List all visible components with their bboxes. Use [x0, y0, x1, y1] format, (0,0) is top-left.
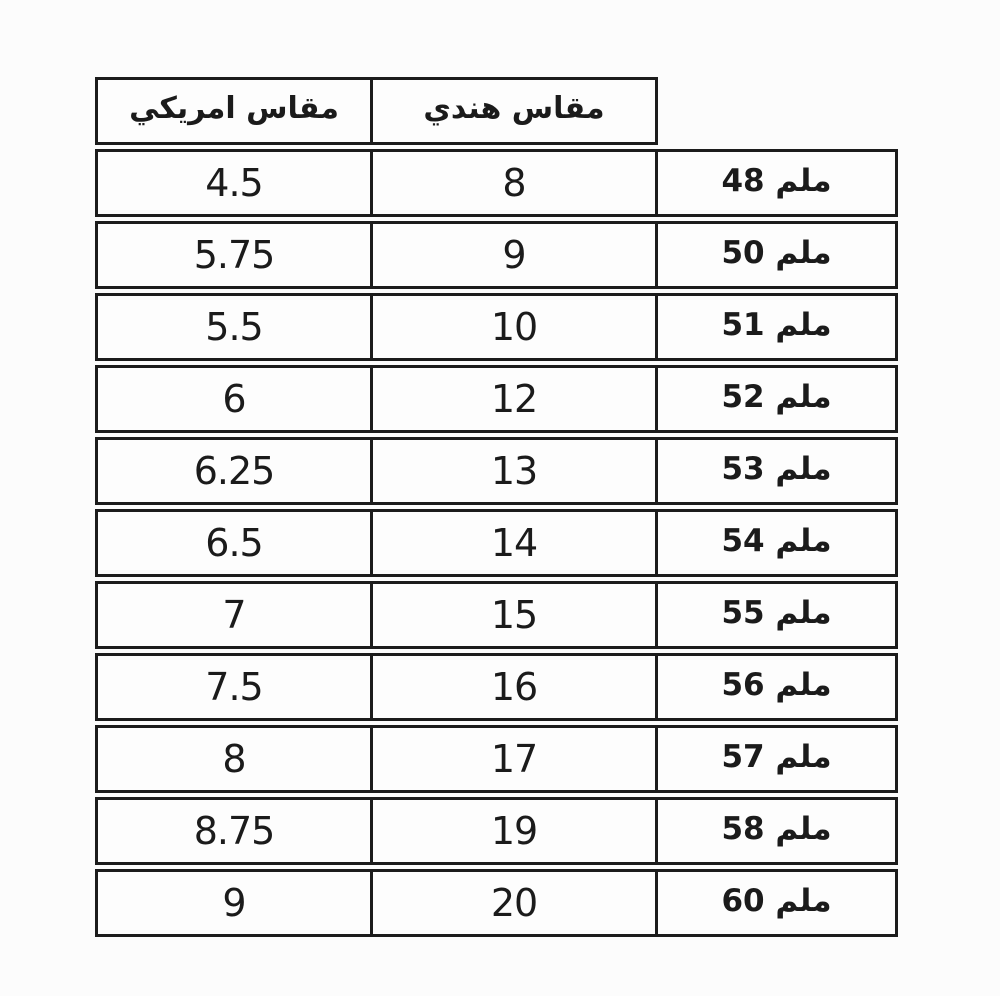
- table-row: [95, 365, 901, 433]
- table-row: [95, 437, 901, 505]
- indian-size-cell: 17: [370, 725, 658, 793]
- table-row: [95, 581, 901, 649]
- indian-size-cell: 15: [370, 581, 658, 649]
- indian-size-cell: 12: [370, 365, 658, 433]
- american-size-cell: 4.5: [95, 149, 373, 217]
- indian-size-cell: 14: [370, 509, 658, 577]
- american-size-cell: 8: [95, 725, 373, 793]
- mm-size-cell: 58 ملم: [655, 797, 898, 865]
- table-row: [95, 725, 901, 793]
- indian-size-cell: 16: [370, 653, 658, 721]
- table-row: [95, 149, 901, 217]
- american-size-cell: 6: [95, 365, 373, 433]
- american-size-header: مقاس امريكي: [95, 77, 373, 145]
- indian-size-cell: 10: [370, 293, 658, 361]
- indian-size-cell: 8: [370, 149, 658, 217]
- american-size-cell: 7: [95, 581, 373, 649]
- american-size-cell: 6.5: [95, 509, 373, 577]
- table-header-row: [95, 77, 901, 145]
- american-size-cell: 9: [95, 869, 373, 937]
- indian-size-header: مقاس هندي: [370, 77, 658, 145]
- mm-size-cell: 57 ملم: [655, 725, 898, 793]
- mm-size-cell: 51 ملم: [655, 293, 898, 361]
- american-size-cell: 5.5: [95, 293, 373, 361]
- table-row: [95, 797, 901, 865]
- mm-size-cell: 56 ملم: [655, 653, 898, 721]
- indian-size-cell: 19: [370, 797, 658, 865]
- empty-header-cell: [658, 77, 901, 145]
- table-row: [95, 509, 901, 577]
- mm-size-cell: 53 ملم: [655, 437, 898, 505]
- american-size-cell: 7.5: [95, 653, 373, 721]
- american-size-cell: 6.25: [95, 437, 373, 505]
- mm-size-cell: 50 ملم: [655, 221, 898, 289]
- mm-size-cell: 55 ملم: [655, 581, 898, 649]
- mm-size-cell: 52 ملم: [655, 365, 898, 433]
- indian-size-cell: 20: [370, 869, 658, 937]
- indian-size-cell: 13: [370, 437, 658, 505]
- mm-size-cell: 48 ملم: [655, 149, 898, 217]
- table-row: [95, 653, 901, 721]
- table-row: [95, 869, 901, 937]
- size-conversion-table: [95, 77, 901, 941]
- american-size-cell: 8.75: [95, 797, 373, 865]
- indian-size-cell: 9: [370, 221, 658, 289]
- mm-size-cell: 54 ملم: [655, 509, 898, 577]
- table-row: [95, 293, 901, 361]
- american-size-cell: 5.75: [95, 221, 373, 289]
- table-row: [95, 221, 901, 289]
- mm-size-cell: 60 ملم: [655, 869, 898, 937]
